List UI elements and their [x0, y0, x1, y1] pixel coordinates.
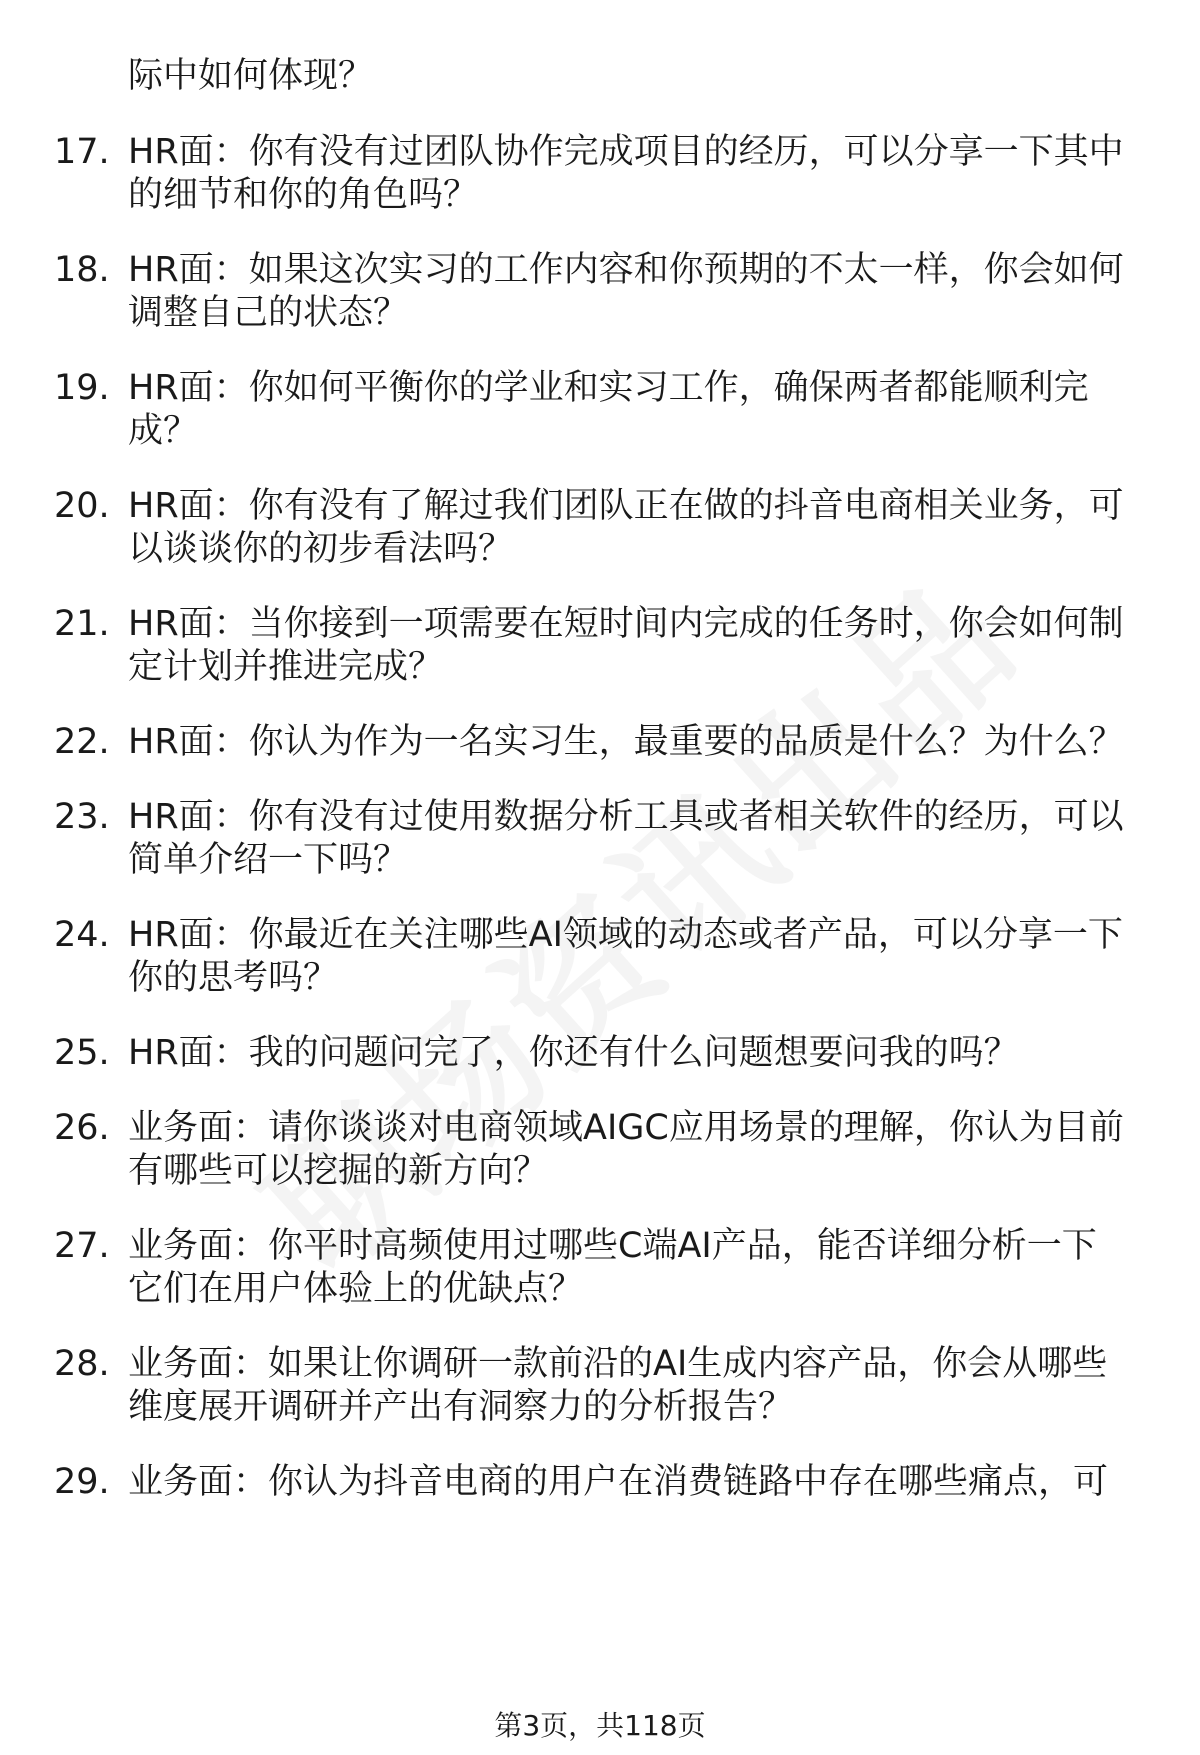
question-text-line: 成？	[128, 411, 199, 451]
question-number: 28.	[54, 1344, 110, 1384]
question-text-line: HR面：我的问题问完了，你还有什么问题想要问我的吗？	[128, 1033, 1019, 1073]
page-footer: 第3页，共118页	[494, 1709, 706, 1742]
question-number: 26.	[54, 1108, 110, 1148]
question-text-line: 简单介绍一下吗？	[128, 840, 409, 880]
question-text-line: HR面：你有没有过团队协作完成项目的经历，可以分享一下其中	[128, 132, 1124, 172]
question-text-line: HR面：你最近在关注哪些AI领域的动态或者产品，可以分享一下	[128, 915, 1123, 955]
question-number: 22.	[54, 722, 110, 762]
question-number: 19.	[54, 368, 110, 408]
question-number: 20.	[54, 486, 110, 526]
question-text-line: HR面：你有没有了解过我们团队正在做的抖音电商相关业务，可	[128, 486, 1124, 526]
question-number: 27.	[54, 1226, 110, 1266]
question-number: 21.	[54, 604, 110, 644]
question-number: 25.	[54, 1033, 110, 1073]
question-number: 29.	[54, 1462, 110, 1502]
question-text-line: 定计划并推进完成？	[128, 647, 444, 687]
question-text-line: 业务面：请你谈谈对电商领域AIGC应用场景的理解，你认为目前	[128, 1108, 1124, 1148]
question-number: 23.	[54, 797, 110, 837]
question-text-line: 它们在用户体验上的优缺点？	[128, 1269, 584, 1309]
question-text-line: 你的思考吗？	[128, 958, 339, 998]
question-text-line: 有哪些可以挖掘的新方向？	[128, 1151, 549, 1191]
question-text-line: 的细节和你的角色吗？	[128, 175, 479, 215]
question-text-line: 调整自己的状态？	[128, 293, 409, 333]
question-text-line: 以谈谈你的初步看法吗？	[128, 529, 514, 569]
question-text-line: HR面：你如何平衡你的学业和实习工作，确保两者都能顺利完	[128, 368, 1089, 408]
continuation-line: 际中如何体现？	[128, 56, 374, 96]
question-number: 17.	[54, 132, 110, 172]
question-text-line: 业务面：你平时高频使用过哪些C端AI产品，能否详细分析一下	[128, 1226, 1097, 1266]
question-text-line: HR面：你有没有过使用数据分析工具或者相关软件的经历，可以	[128, 797, 1124, 837]
question-text-line: 维度展开调研并产出有洞察力的分析报告？	[128, 1387, 794, 1427]
question-number: 18.	[54, 250, 110, 290]
question-text-line: HR面：如果这次实习的工作内容和你预期的不太一样，你会如何	[128, 250, 1124, 290]
question-number: 24.	[54, 915, 110, 955]
question-text-line: HR面：你认为作为一名实习生，最重要的品质是什么？为什么？	[128, 722, 1124, 762]
question-text-line: HR面：当你接到一项需要在短时间内完成的任务时，你会如何制	[128, 604, 1124, 644]
question-text-line: 业务面：你认为抖音电商的用户在消费链路中存在哪些痛点，可	[128, 1462, 1109, 1502]
question-text-line: 业务面：如果让你调研一款前沿的AI生成内容产品，你会从哪些	[128, 1344, 1108, 1384]
